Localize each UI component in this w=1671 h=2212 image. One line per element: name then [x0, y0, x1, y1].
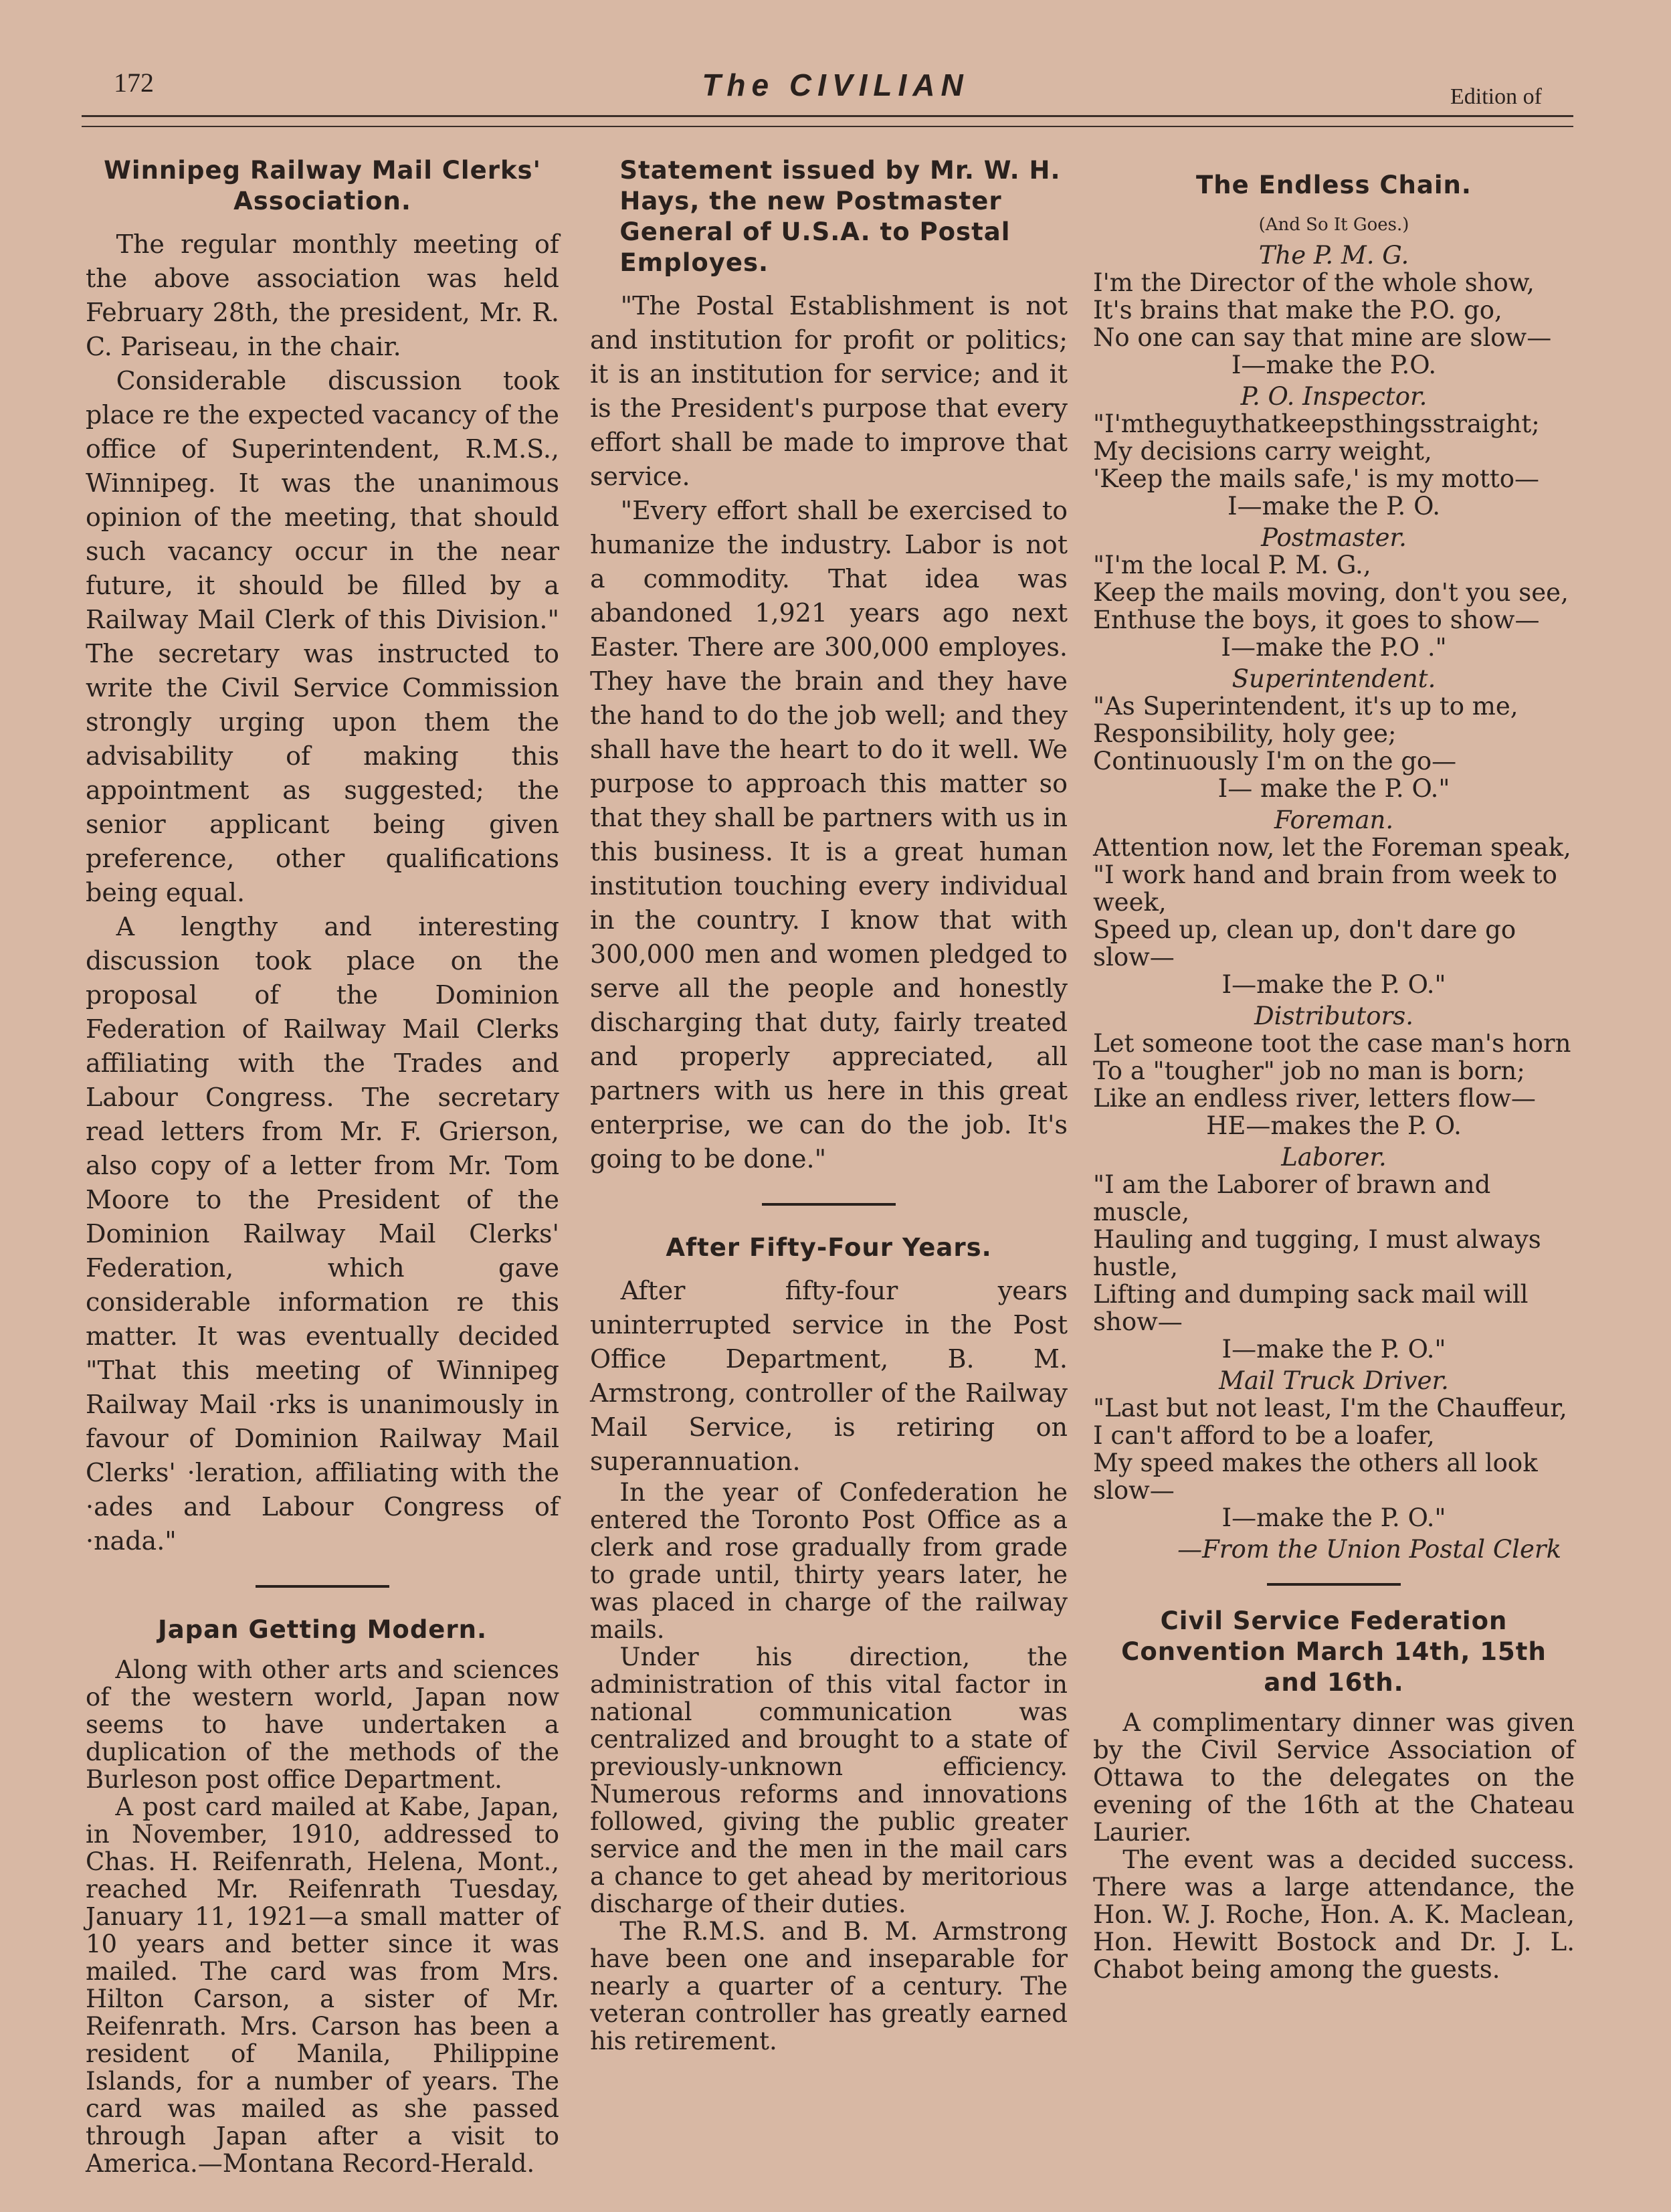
article-paragraph: A complimentary dinner was given by the Civil Service Association of Ottawa to the delegates on the evening of the 16th at the Chateau Laurier. — [1093, 1708, 1575, 1847]
column-right — [1093, 155, 1575, 1983]
stanza-line: "I work hand and brain from week to week, — [1093, 860, 1557, 917]
stanza-line: Enthuse the boys, it goes to show— — [1093, 606, 1540, 634]
stanza-line: "As Superintendent, it's up to me, — [1093, 692, 1518, 721]
article-title-winnipeg: Winnipeg Railway Mail Clerks' Association. — [104, 156, 541, 215]
poem-source: —From the Union Postal Clerk — [1177, 1535, 1561, 1564]
stanza-refrain: I— make the P. O." — [1217, 774, 1450, 803]
stanza-refrain: I—make the P.O ." — [1221, 633, 1447, 662]
header-rule — [82, 115, 1573, 117]
stanza-heading: Foreman. — [1274, 806, 1394, 834]
article-paragraph: The regular monthly meeting of the above association was held February 28th, the president, Mr. R. C. Pariseau, in the chair. — [86, 229, 559, 361]
stanza-line: My speed makes the others all look slow— — [1093, 1449, 1538, 1505]
section-divider — [762, 1203, 896, 1206]
poem-stanza — [1093, 806, 1575, 998]
stanza-line: Let someone toot the case man's horn — [1093, 1029, 1571, 1058]
poem-stanza — [1093, 383, 1575, 520]
stanza-line: Keep the mails moving, don't you see, — [1093, 578, 1569, 607]
column-middle — [590, 155, 1068, 2055]
stanza-line: Lifting and dumping sack mail will show— — [1093, 1280, 1529, 1336]
section-divider — [256, 1585, 389, 1588]
stanza-line: "I'mtheguythatkeepsthingsstraight; — [1093, 409, 1540, 438]
stanza-line: Responsibility, holy gee; — [1093, 719, 1397, 748]
stanza-refrain: I—make the P. O." — [1221, 1335, 1446, 1364]
stanza-line: Attention now, let the Foreman speak, — [1093, 833, 1571, 862]
article-paragraph: After fifty-four years uninterrupted service in the Post Office Department, B. M. Armstrong, controller of the Railway Mail Service, is retiring on superannuation. — [590, 1276, 1068, 1476]
stanza-heading: Superintendent. — [1232, 664, 1436, 693]
page-number: 172 — [114, 68, 154, 98]
stanza-refrain: I—make the P. O." — [1221, 1503, 1446, 1532]
stanza-line: My decisions carry weight, — [1093, 437, 1432, 466]
stanza-line: "Last but not least, I'm the Chauffeur, — [1093, 1394, 1567, 1422]
edition-label: Edition of — [1450, 84, 1542, 109]
stanza-line: To a "tougher" job no man is born; — [1093, 1056, 1525, 1085]
stanza-heading: P. O. Inspector. — [1240, 382, 1428, 411]
stanza-line: Hauling and tugging, I must always hustle, — [1093, 1225, 1541, 1281]
column-left — [86, 155, 559, 2177]
stanza-heading: The P. M. G. — [1258, 241, 1409, 270]
stanza-line: Continuously I'm on the go— — [1093, 747, 1457, 775]
stanza-line: I'm the Director of the whole show, — [1093, 268, 1535, 297]
article-title-japan: Japan Getting Modern. — [157, 1615, 488, 1644]
masthead-title: The CIVILIAN — [702, 68, 969, 102]
poem-stanza — [1093, 524, 1575, 661]
stanza-heading: Mail Truck Driver. — [1219, 1366, 1449, 1395]
stanza-line: 'Keep the mails safe,' is my motto— — [1093, 464, 1540, 493]
stanza-line: "I am the Laborer of brawn and muscle, — [1093, 1170, 1491, 1226]
article-title-statement: Statement issued by Mr. W. H. Hays, the new Postmaster General of U.S.A. to Postal Employes. — [619, 156, 1061, 277]
article-paragraph: Along with other arts and sciences of the western world, Japan now seems to have undertaken a duplication of the methods of the Burleson post office Department. — [86, 1655, 559, 1794]
poem-stanza — [1093, 1143, 1575, 1363]
article-paragraph: In the year of Confederation he entered the Toronto Post Office as a clerk and rose gradually from grade to grade until, thirty years later, he was placed in charge of the railway mails. — [590, 1478, 1068, 1644]
stanza-heading: Postmaster. — [1261, 523, 1407, 552]
poem-stanza — [1093, 242, 1575, 379]
stanza-heading: Laborer. — [1281, 1143, 1387, 1172]
poem-stanza — [1093, 1367, 1575, 1532]
poem-stanza — [1093, 1002, 1575, 1139]
stanza-heading: Distributors. — [1254, 1002, 1413, 1030]
article-title-fifty-four: After Fifty-Four Years. — [666, 1233, 992, 1262]
stanza-line: I can't afford to be a loafer, — [1093, 1421, 1435, 1450]
article-paragraph: A post card mailed at Kabe, Japan, in November, 1910, addressed to Chas. H. Reifenrath, Helena, Mont., reached Mr. Reifenrath Tuesday, January 11, 1921—a small matter of 10 years and better since it was mailed. The card was from Mrs. Hilton Carson, a sister of Mr. Reifenrath. Mrs. Carson has been a resident of Manila, Philippine Islands, for a number of years. The card was mailed as she passed through Japan after a visit to America.—Montana Record-Herald. — [86, 1792, 559, 2178]
stanza-line: It's brains that make the P.O. go, — [1093, 296, 1502, 325]
stanza-line: Like an endless river, letters flow— — [1093, 1084, 1536, 1113]
poem-stanza — [1093, 665, 1575, 802]
article-paragraph: Considerable discussion took place re the expected vacancy of the office of Superintendent, R.M.S., Winnipeg. It was the unanimous opinion of the meeting, that should such vacancy occur in the near future, it should be filled by a Railway Mail Clerk of this Division." The secretary was instructed to write the Civil Service Commission strongly urging upon them the advisability of making this appointment as suggested; the senior applicant being given preference, other qualifications being equal. — [86, 366, 559, 907]
article-paragraph: "Every effort shall be exercised to humanize the industry. Labor is not a commodity. That idea was abandoned 1,921 years ago next Easter. There are 300,000 employes. They have the brain and they have the hand to do the job well; and they shall have the heart to do it well. We purpose to approach this matter so that they shall be partners with us in this business. It is a great human institution touching every individual in the country. I know that with 300,000 men and women pledged to serve all the people and honestly discharging that duty, fairly treated and properly appreciated, all partners with us here in this great enterprise, we can do the job. It's going to be done." — [590, 496, 1068, 1174]
stanza-line: Speed up, clean up, don't dare go slow— — [1093, 915, 1516, 972]
article-paragraph: The R.M.S. and B. M. Armstrong have been one and inseparable for nearly a quarter of a century. The veteran controller has greatly earned his retirement. — [590, 1917, 1068, 2055]
stanza-line: "I'm the local P. M. G., — [1093, 551, 1371, 579]
section-divider — [1267, 1583, 1401, 1586]
stanza-refrain: I—make the P. O. — [1227, 492, 1441, 521]
poem-title: The Endless Chain. — [1196, 171, 1472, 199]
stanza-refrain: I—make the P. O." — [1221, 970, 1446, 999]
article-paragraph: Under his direction, the administration of this vital factor in national communication was centralized and brought to a state of previously-unknown efficiency. Numerous reforms and innovations followed, giving the public greater service and the men in the mail cars a chance to get ahead by meritorious discharge of their duties. — [590, 1643, 1068, 1918]
article-title-convention: Civil Service Federation Convention March 14th, 15th and 16th. — [1121, 1606, 1547, 1697]
article-paragraph: The event was a decided success. There was a large attendance, the Hon. W. J. Roche, Hon. A. K. Maclean, Hon. Hewitt Bostock and Dr. J. L. Chabot being among the guests. — [1093, 1845, 1575, 1984]
article-paragraph: A lengthy and interesting discussion took place on the proposal of the Dominion Federation of Railway Mail Clerks affiliating with the Trades and Labour Congress. The secretary read letters from Mr. F. Grierson, also copy of a letter from Mr. Tom Moore to the President of the Dominion Railway Mail Clerks' Federation, which gave considerable information re this matter. It was eventually decided "That this meeting of Winnipeg Railway Mail ·rks is unanimously in favour of Dominion Railway Mail Clerks' ·leration, affiliating with the ·ades and Labour Congress of ·nada." — [86, 912, 559, 1556]
page-header — [0, 0, 1671, 134]
article-paragraph: "The Postal Establishment is not and institution for profit or politics; it is an institution for service; and it is the President's purpose that every effort shall be made to improve that service. — [590, 291, 1068, 491]
stanza-refrain: HE—makes the P. O. — [1206, 1111, 1462, 1140]
poem-subtitle: (And So It Goes.) — [1258, 215, 1409, 235]
header-rule-thin — [82, 126, 1573, 127]
stanza-line: No one can say that mine are slow— — [1093, 323, 1552, 352]
stanza-refrain: I—make the P.O. — [1231, 351, 1437, 379]
